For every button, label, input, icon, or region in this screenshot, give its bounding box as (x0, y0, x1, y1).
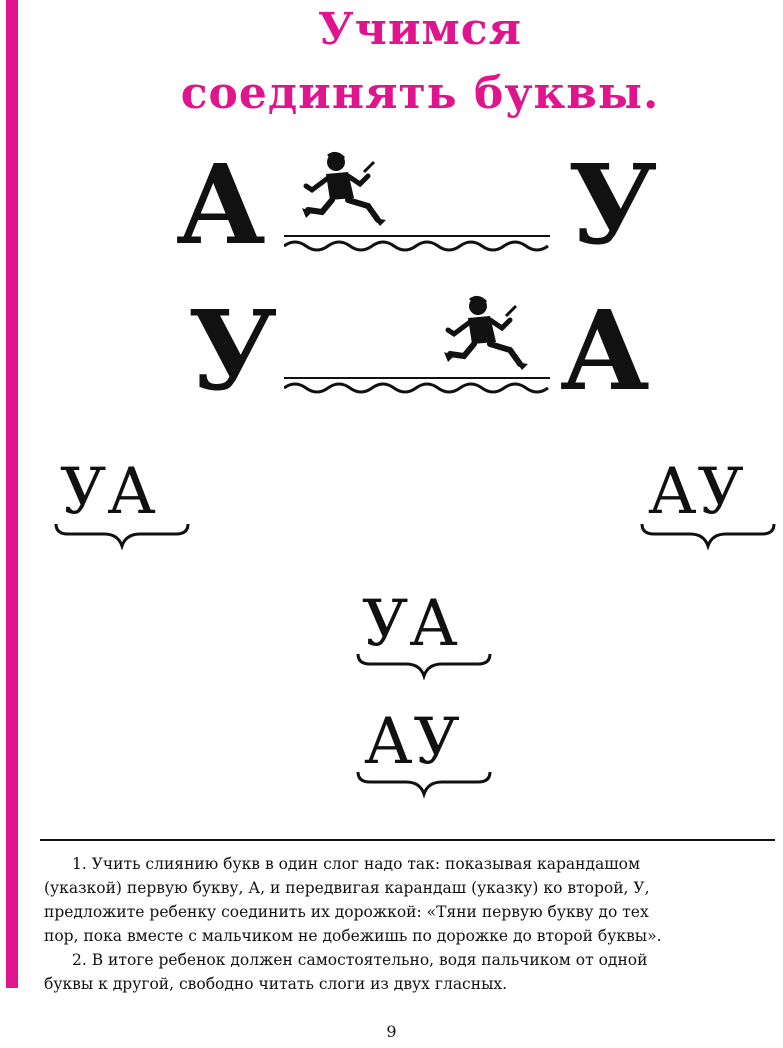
note-2-line-2: буквы к другой, свободно читать слоги из двух гласных. (44, 975, 508, 993)
syllable-center-bottom: АУ (364, 705, 461, 779)
syllable-center-top: УА (362, 587, 459, 661)
running-boy-icon (440, 294, 532, 372)
page-title-line-2: соединять буквы. (180, 68, 660, 119)
wavy-path-line (284, 230, 550, 254)
note-1-line-1: 1. Учить слиянию букв в один слог надо так: показывая карандашом (72, 855, 641, 873)
syllable-arc-underline (354, 768, 494, 798)
magenta-margin-bar (6, 0, 18, 988)
running-boy-icon (298, 150, 390, 228)
row1-right-letter: У (568, 140, 658, 269)
note-1-line-4: пор, пока вместе с мальчиком не добежишь по дорожке до второй буквы». (44, 927, 662, 945)
syllable-right: АУ (648, 455, 745, 529)
syllable-arc-underline (52, 520, 192, 550)
note-1-line-3: предложите ребенку соединить их дорожкой: «Тяни первую букву до тех (44, 903, 649, 921)
wavy-path-line (284, 372, 550, 396)
syllable-left: УА (60, 455, 157, 529)
note-2-line-1: 2. В итоге ребенок должен самостоятельно, водя пальчиком от одной (72, 951, 648, 969)
row1-left-letter: А (176, 140, 266, 269)
syllable-arc-underline (638, 520, 778, 550)
row2-left-letter: У (188, 286, 278, 415)
syllable-arc-underline (354, 650, 494, 680)
footnote-divider (40, 839, 775, 841)
note-1-line-2: (указкой) первую букву, А, и передвигая карандаш (указку) ко второй, У, (44, 879, 650, 897)
page-title-line-1: Учимся (317, 4, 523, 55)
page-number: 9 (386, 1022, 397, 1041)
row2-right-letter: А (560, 286, 650, 415)
